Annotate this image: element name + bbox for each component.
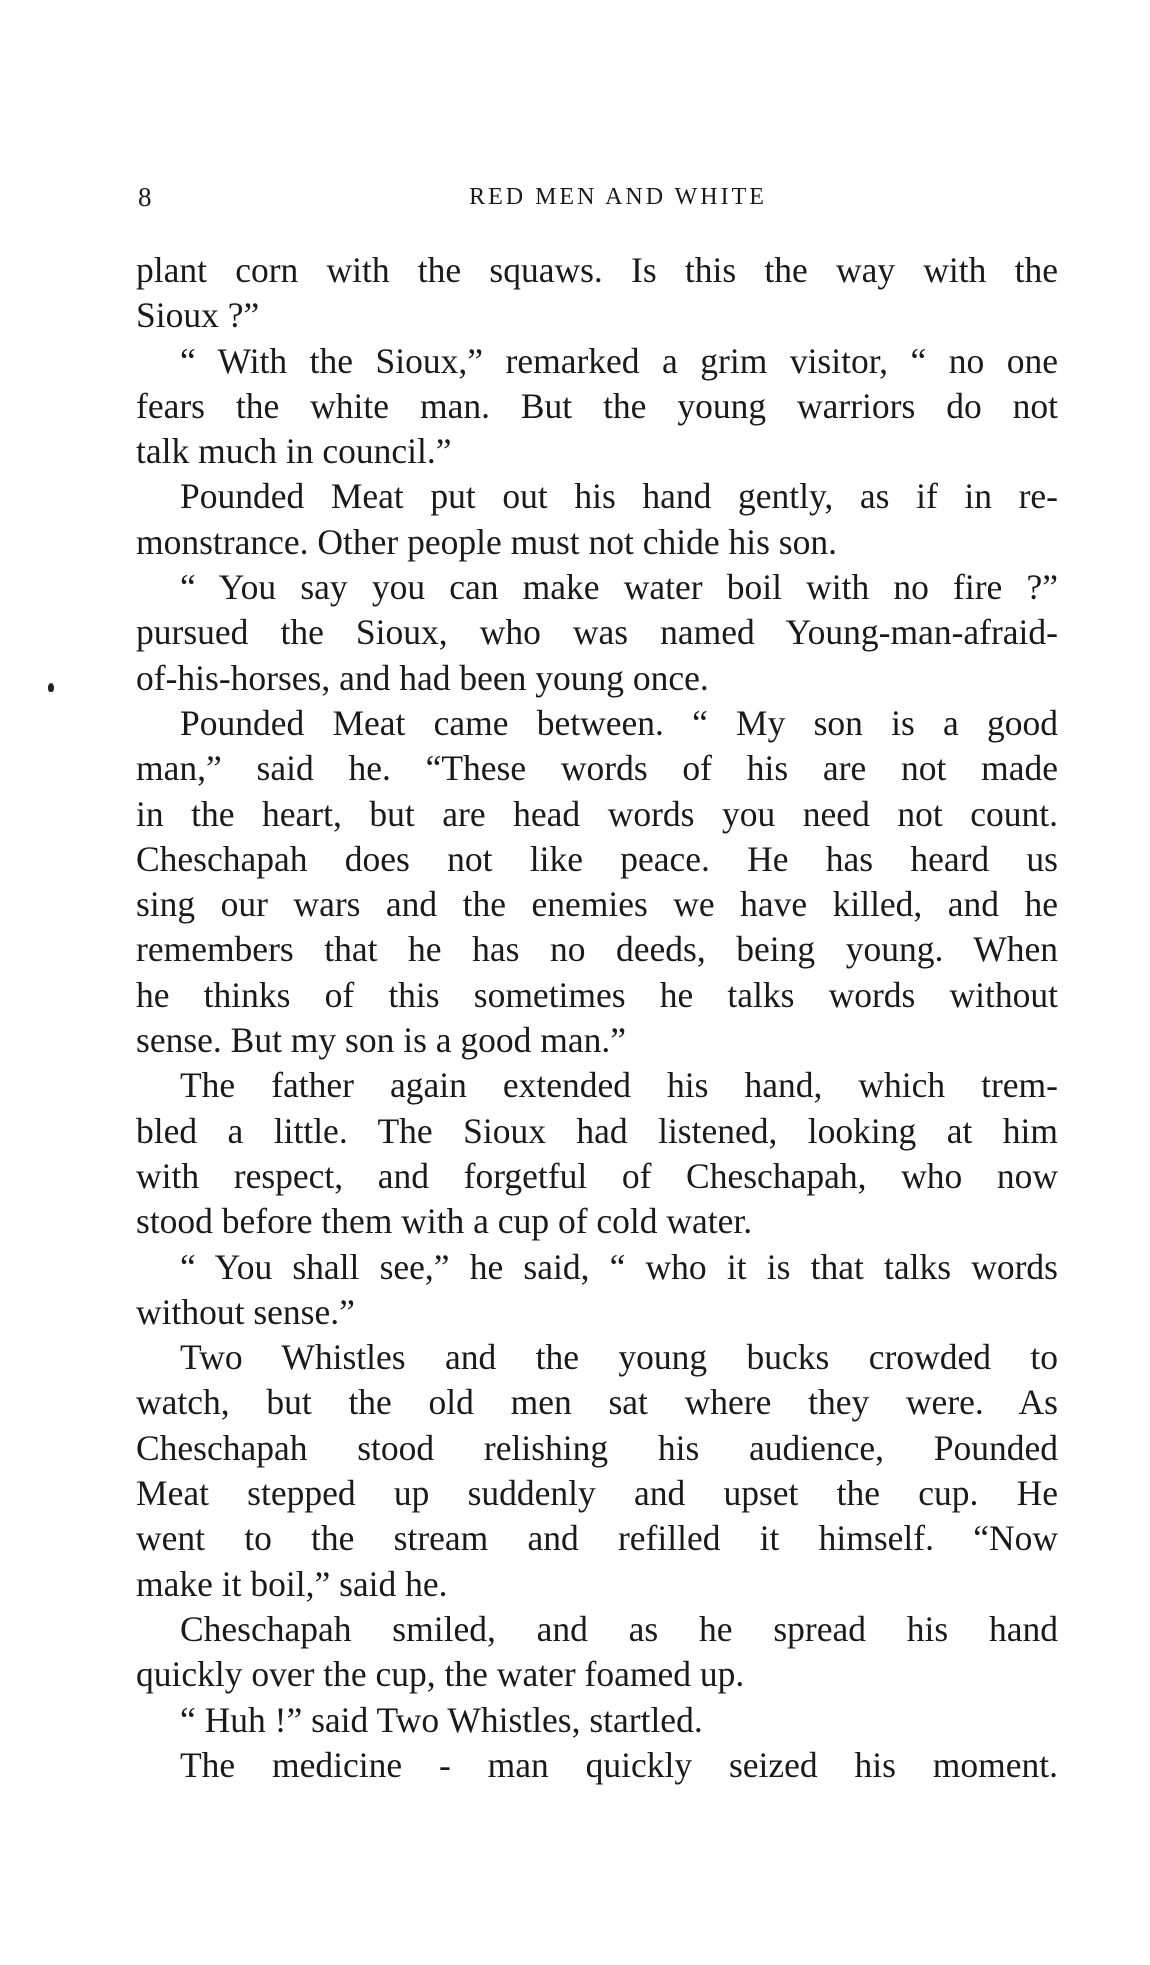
text-line: stood before them with a cup of cold water. [136, 1201, 753, 1242]
text-line: bled a little. The Sioux had listened, looking at him [136, 1110, 1058, 1151]
ink-speck-mark [48, 683, 54, 692]
text-line: went to the stream and refilled it himself. “Now [136, 1518, 1058, 1559]
text-line: quickly over the cup, the water foamed up. [136, 1654, 745, 1695]
text-line: he thinks of this sometimes he talks words without [136, 974, 1058, 1015]
text-line: in the heart, but are head words you need not count. [136, 793, 1058, 834]
text-line: man,” said he. “These words of his are not made [136, 748, 1058, 789]
text-line: “ You say you can make water boil with no fire ?” [180, 567, 1058, 608]
text-line: with respect, and forgetful of Cheschapah, who now [136, 1155, 1058, 1196]
text-line: plant corn with the squaws. Is this the way with the [136, 250, 1058, 290]
text-line: remembers that he has no deeds, being young. When [136, 929, 1058, 970]
text-line: Pounded Meat put out his hand gently, as if in re- [180, 476, 1058, 517]
text-line: Cheschapah does not like peace. He has heard us [136, 838, 1058, 879]
text-line: “ Huh !” said Two Whistles, startled. [180, 1699, 703, 1740]
text-line: Pounded Meat came between. “ My son is a good [180, 702, 1058, 743]
text-line: without sense.” [136, 1291, 355, 1332]
text-line: talk much in council.” [136, 431, 452, 472]
text-line: Sioux ?” [136, 295, 260, 336]
text-line: of-his-horses, and had been young once. [136, 657, 709, 698]
body-text [136, 248, 1058, 1788]
text-line: watch, but the old men sat where they were. As [136, 1382, 1058, 1423]
text-line: make it boil,” said he. [136, 1563, 448, 1604]
text-line: “ You shall see,” he said, “ who it is that talks words [180, 1246, 1058, 1287]
text-line: Two Whistles and the young bucks crowded to [180, 1337, 1058, 1378]
page-header [138, 182, 1058, 222]
text-line: monstrance. Other people must not chide his son. [136, 521, 837, 562]
text-line: sense. But my son is a good man.” [136, 1020, 627, 1061]
text-line: fears the white man. But the young warriors do not [136, 385, 1058, 426]
text-line: “ With the Sioux,” remarked a grim visitor, “ no one [180, 340, 1058, 381]
page-number: 8 [138, 182, 153, 212]
text-line: Cheschapah smiled, and as he spread his hand [180, 1608, 1058, 1649]
text-line: The father again extended his hand, which trem- [180, 1065, 1058, 1106]
text-line: sing our wars and the enemies we have killed, and he [136, 884, 1058, 925]
text-line: The medicine - man quickly seized his moment. [180, 1744, 1058, 1785]
text-line: Meat stepped up suddenly and upset the cup. He [136, 1473, 1058, 1514]
text-line: pursued the Sioux, who was named Young-man-afraid- [136, 612, 1058, 653]
running-title: RED MEN AND WHITE [469, 184, 767, 210]
text-line: Cheschapah stood relishing his audience, Pounded [136, 1427, 1058, 1468]
